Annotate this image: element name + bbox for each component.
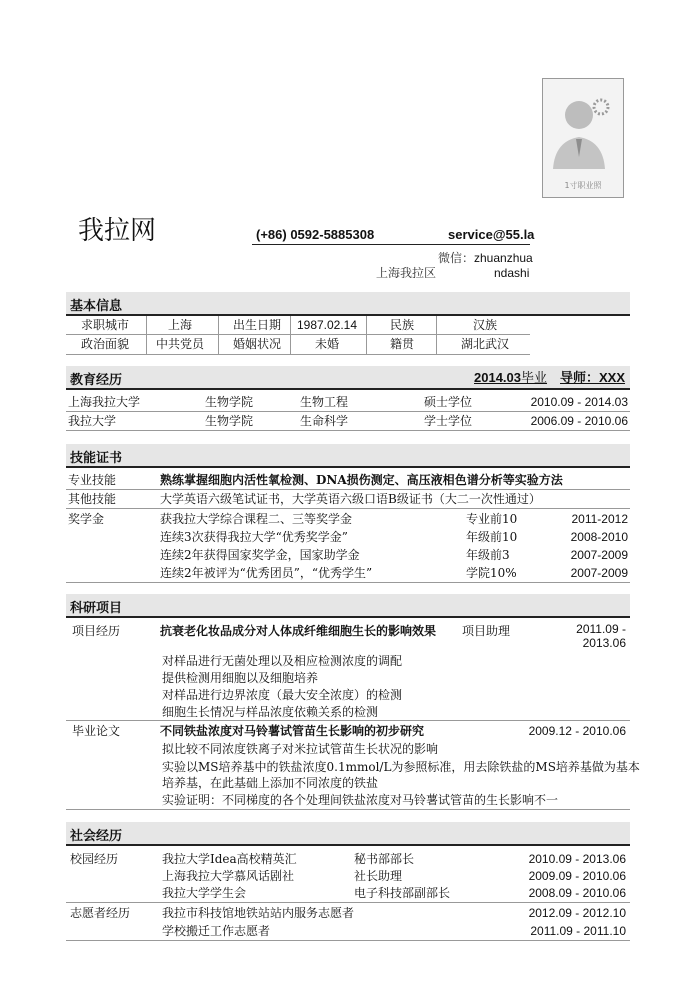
school: 我拉大学 xyxy=(68,414,117,428)
basic-cell: 汉族 xyxy=(472,318,497,332)
campus-role: 秘书部部长 xyxy=(354,852,415,866)
scholarship-period: 2008-2010 xyxy=(570,530,628,544)
section-title: 技能证书 xyxy=(70,451,123,466)
row-divider xyxy=(66,508,630,509)
basic-cell: 出生日期 xyxy=(232,318,281,332)
basic-cell: 未婚 xyxy=(314,337,339,351)
thesis-title: 不同铁盐浓度对马铃薯试管苗生长影响的初步研究 xyxy=(160,724,425,738)
person-silhouette-icon xyxy=(543,83,623,183)
scholarship-period: 2007-2009 xyxy=(570,548,628,562)
row-divider xyxy=(66,582,630,583)
basic-cell: 婚姻状况 xyxy=(232,337,281,351)
campus-role: 电子科技部副部长 xyxy=(354,886,451,900)
scholarship-period: 2011-2012 xyxy=(571,512,628,526)
scholarship-label: 奖学金 xyxy=(68,512,105,526)
major: 生物工程 xyxy=(300,395,349,409)
row-divider xyxy=(66,411,630,412)
col-divider xyxy=(146,316,147,354)
scholarship-period: 2007-2009 xyxy=(570,566,628,580)
campus-label: 校园经历 xyxy=(70,852,119,866)
advisor-label: 导师： xyxy=(560,371,600,386)
basic-cell: 求职城市 xyxy=(80,318,129,332)
project-title: 抗衰老化妆品成分对人体成纤维细胞生长的影响效果 xyxy=(160,624,437,638)
email-address: service@55.la xyxy=(448,227,535,242)
col-divider xyxy=(436,316,437,354)
basic-cell: 湖北武汉 xyxy=(460,337,509,351)
volunteer-period: 2011.09 - 2011.10 xyxy=(530,924,626,938)
campus-period: 2009.09 - 2010.06 xyxy=(528,869,626,883)
graduation-date xyxy=(474,370,547,387)
thesis-period: 2009.12 - 2010.06 xyxy=(528,724,626,738)
campus-org: 我拉大学Idea高校精英汇 xyxy=(162,852,297,866)
advisor-name: XXX xyxy=(599,370,626,385)
period: 2010.09 - 2014.03 xyxy=(530,395,628,409)
photo-label: 1寸职业照 xyxy=(564,181,602,190)
row-divider xyxy=(66,902,630,903)
scholarship-desc: 连续2年被评为“优秀团员”，“优秀学生” xyxy=(160,566,373,580)
project-label: 项目经历 xyxy=(72,624,121,638)
section-bar xyxy=(66,466,630,468)
resume-name: 我拉网 xyxy=(78,216,157,246)
scholarship-rank: 年级前3 xyxy=(466,548,510,562)
period: 2006.09 - 2010.06 xyxy=(530,414,628,428)
scholarship-desc: 连续2年获得国家奖学金，国家助学金 xyxy=(160,548,360,562)
other-skills-label: 其他技能 xyxy=(68,492,117,506)
degree: 硕士学位 xyxy=(424,395,473,409)
section-bar xyxy=(66,388,630,390)
thesis-item: 拟比较不同浓度铁离子对米拉试管苗生长状况的影响 xyxy=(162,742,439,756)
campus-role: 社长助理 xyxy=(354,869,403,883)
section-skills xyxy=(66,444,630,466)
section-social xyxy=(66,822,630,844)
basic-cell: 1987.02.14 xyxy=(296,318,358,332)
grad-year: 2014.03 xyxy=(474,370,521,385)
thesis-label: 毕业论文 xyxy=(72,724,121,738)
project-period: 2013.06 xyxy=(582,636,626,650)
scholarship-rank: 年级前10 xyxy=(466,530,518,544)
section-title: 科研项目 xyxy=(70,601,123,616)
section-title: 基本信息 xyxy=(70,299,123,314)
address: 上海我拉区 xyxy=(376,266,437,280)
section-title: 社会经历 xyxy=(70,829,123,844)
campus-period: 2008.09 - 2010.06 xyxy=(528,886,626,900)
campus-org: 我拉大学学生会 xyxy=(162,886,247,900)
section-research xyxy=(66,594,630,616)
other-skills-text: 大学英语六级笔试证书，大学英语六级口语B级证书（大二一次性通过） xyxy=(160,492,541,506)
row-divider xyxy=(66,720,630,721)
basic-cell: 上海 xyxy=(167,318,192,332)
header-divider xyxy=(252,244,530,245)
basic-cell: 籍贯 xyxy=(389,337,414,351)
advisor xyxy=(560,370,625,387)
project-item: 提供检测用细胞以及细胞培养 xyxy=(162,671,319,685)
volunteer-org: 我拉市科技馆地铁站站内服务志愿者 xyxy=(162,906,355,920)
college: 生物学院 xyxy=(205,414,254,428)
thesis-item: 实验以MS培养基中的铁盐浓度0.1mmol/L为参照标准，用去除铁盐的MS培养基做为基本 xyxy=(162,760,640,774)
section-bar xyxy=(66,844,630,846)
section-bar xyxy=(66,616,630,618)
row-divider xyxy=(66,430,630,431)
volunteer-label: 志愿者经历 xyxy=(70,906,131,920)
row-divider xyxy=(66,940,630,941)
project-item: 对样品进行边界浓度（最大安全浓度）的检测 xyxy=(162,688,403,702)
profile-photo xyxy=(542,78,624,198)
project-period: 2011.09 - xyxy=(576,622,626,636)
wechat-value-cont: ndashi xyxy=(494,266,530,280)
scholarship-rank: 专业前10 xyxy=(466,512,518,526)
project-role: 项目助理 xyxy=(462,624,511,638)
scholarship-rank: 学院10% xyxy=(466,566,517,580)
project-item: 细胞生长情况与样品浓度依赖关系的检测 xyxy=(162,705,379,719)
basic-cell: 政治面貌 xyxy=(80,337,129,351)
row-divider xyxy=(66,354,530,355)
campus-period: 2010.09 - 2013.06 xyxy=(528,852,626,866)
row-divider xyxy=(66,809,630,810)
row-divider xyxy=(66,489,630,490)
scholarship-desc: 连续3次获得我拉大学“优秀奖学金” xyxy=(160,530,348,544)
volunteer-period: 2012.09 - 2012.10 xyxy=(528,906,626,920)
college: 生物学院 xyxy=(205,395,254,409)
school: 上海我拉大学 xyxy=(68,395,141,409)
campus-org: 上海我拉大学慕风话剧社 xyxy=(162,869,295,883)
professional-skills-label: 专业技能 xyxy=(68,473,117,487)
phone-number: (+86) 0592-5885308 xyxy=(256,227,375,242)
col-divider xyxy=(290,316,291,354)
basic-cell: 民族 xyxy=(389,318,414,332)
wechat-value: zhuanzhua xyxy=(474,251,533,265)
basic-cell: 中共党员 xyxy=(155,337,204,351)
professional-skills-text: 熟练掌握细胞内活性氧检测、DNA损伤测定、高压液相色谱分析等实验方法 xyxy=(160,473,563,487)
major: 生命科学 xyxy=(300,414,349,428)
section-title: 教育经历 xyxy=(70,373,123,388)
wechat-label: 微信： xyxy=(438,251,475,265)
grad-label: 毕业 xyxy=(521,371,548,386)
degree: 学士学位 xyxy=(424,414,473,428)
thesis-item: 实验证明：不同梯度的各个处理间铁盐浓度对马铃薯试管苗的生长影响不一 xyxy=(162,793,559,807)
volunteer-org: 学校搬迁工作志愿者 xyxy=(162,924,271,938)
project-item: 对样品进行无菌处理以及相应检测浓度的调配 xyxy=(162,654,403,668)
scholarship-desc: 获我拉大学综合课程二、三等奖学金 xyxy=(160,512,353,526)
col-divider xyxy=(366,316,367,354)
section-basic-info xyxy=(66,292,630,314)
thesis-item: 培养基，在此基础上添加不同浓度的铁盐 xyxy=(162,776,379,790)
col-divider xyxy=(218,316,219,354)
